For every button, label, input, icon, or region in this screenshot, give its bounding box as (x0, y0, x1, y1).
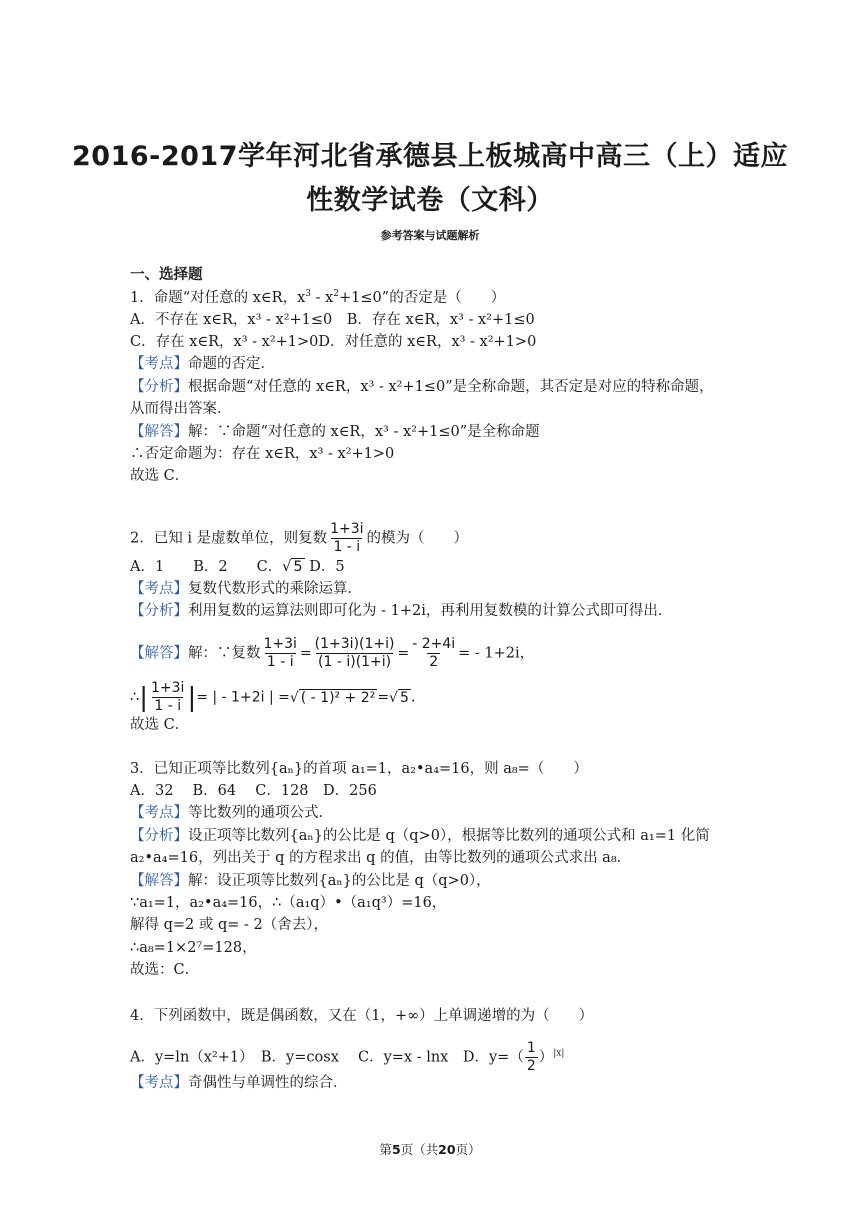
q3-stem: 3．已知正项等比数列{aₙ}的首项 a₁=1，a₂•a₄=16，则 a₈=（ ） (130, 761, 588, 777)
q4-kaodian: 【考点】奇偶性与单调性的综合． (130, 1075, 348, 1091)
document-title-line2: 性数学试卷（文科） (306, 185, 554, 216)
q4-options: A．y=ln（x²+1） B．y=cosx C．y=x - lnx D．y=（ $\frac{1}{2}$ ）$^{|x|}$ (130, 1040, 565, 1074)
q2-modulus-line: ∴| $\frac{1+3i}{1 - i}$ |= | - 1+2i | =√ ( - 1)² + 2² =√ 5 . (130, 680, 416, 714)
q1-options-ab: A．不存在 x∈R，x³ - x²+1≤0 B．存在 x∈R，x³ - x²+1≤0 (130, 312, 535, 328)
page-total: 20 (438, 1142, 456, 1157)
q3-solution-line-2: 解得 q=2 或 q= - 2（舍去）， (130, 917, 329, 933)
q1-final-answer: 故选 C． (130, 468, 190, 484)
q3-jieda: 【解答】解：设正项等比数列{aₙ}的公比是 q（q>0）， (130, 873, 491, 889)
q3-fenxi-cont: a₂•a₄=16，列出关于 q 的方程求出 q 的值，由等比数列的通项公式求出 a₈． (130, 850, 632, 866)
document-title-line1: 2016-2017学年河北省承德县上板城高中高三（上）适应 (72, 141, 788, 172)
q3-solution-line-3: ∴a₈=1×2⁷=128， (130, 940, 257, 956)
q2-stem: 2．已知 i 是虚数单位，则复数 $\frac{1+3i}{1 - i}$ 的模为（ ） (130, 521, 469, 555)
page-footer: 第5页（共20页） (379, 1142, 481, 1157)
q3-fenxi: 【分析】设正项等比数列{aₙ}的公比是 q（q>0），根据等比数列的通项公式和 a₁=1 化简 (130, 828, 710, 844)
q3-final-answer: 故选：C． (130, 962, 200, 978)
q4-stem: 4．下列函数中，既是偶函数，又在（1，+∞）上单调递增的为（ ） (130, 1008, 594, 1024)
q1-kaodian: 【考点】命题的否定． (130, 356, 275, 372)
q1-jieda: 【解答】解：∵命题“对任意的 x∈R，x³ - x²+1≤0”是全称命题 (130, 424, 540, 440)
fenxi-tag: 【分析】 (130, 379, 188, 395)
page-number: 5 (391, 1142, 401, 1157)
q2-kaodian: 【考点】复数代数形式的乘除运算． (130, 581, 362, 597)
q3-options: A．32 B．64 C．128 D．256 (130, 783, 377, 799)
q2-jieda: 【解答】解：∵复数 $\frac{1+3i}{1 - i}$ = $\frac{(1+3i)(1+i)}{(1 - i)(1+i)}$ = $\frac{- 2+4i}{2}$ = - 1+2i， (130, 636, 535, 670)
q1-stem: 1．命题“对任意的 x∈R，$x^3 - x^2+1\le 0$”的否定是（ ） (130, 289, 506, 306)
sqrt-symbol: √ 5 (282, 559, 303, 575)
section-heading: 一、选择题 (130, 267, 203, 283)
document-subtitle: 参考答案与试题解析 (380, 229, 480, 242)
q1-fenxi-cont: 从而得出答案． (130, 401, 232, 417)
q1-fenxi: 【分析】根据命题“对任意的 x∈R，x³ - x²+1≤0”是全称命题，其否定是对应的特称命题， (130, 379, 714, 395)
q2-options: A．1 B．2 C．√ 5 D．5 (130, 559, 345, 575)
q3-kaodian: 【考点】等比数列的通项公式． (130, 805, 333, 821)
jieda-tag: 【解答】 (130, 424, 188, 440)
q2-fenxi: 【分析】利用复数的运算法则即可化为 - 1+2i，再利用复数模的计算公式即可得出． (130, 603, 673, 619)
q2-final-answer: 故选 C． (130, 717, 190, 733)
q1-solution-line: ∴否定命题为：存在 x∈R，x³ - x²+1>0 (130, 446, 395, 462)
q2-fraction: $\frac{1+3i}{1 - i}$ (330, 521, 364, 555)
q1-options-cd: C．存在 x∈R，x³ - x²+1>0D．对任意的 x∈R，x³ - x²+1>0 (130, 334, 537, 350)
q3-solution-line-1: ∵a₁=1，a₂•a₄=16，∴（a₁q）•（a₁q³）=16， (130, 895, 447, 911)
kaodian-tag: 【考点】 (130, 356, 188, 372)
